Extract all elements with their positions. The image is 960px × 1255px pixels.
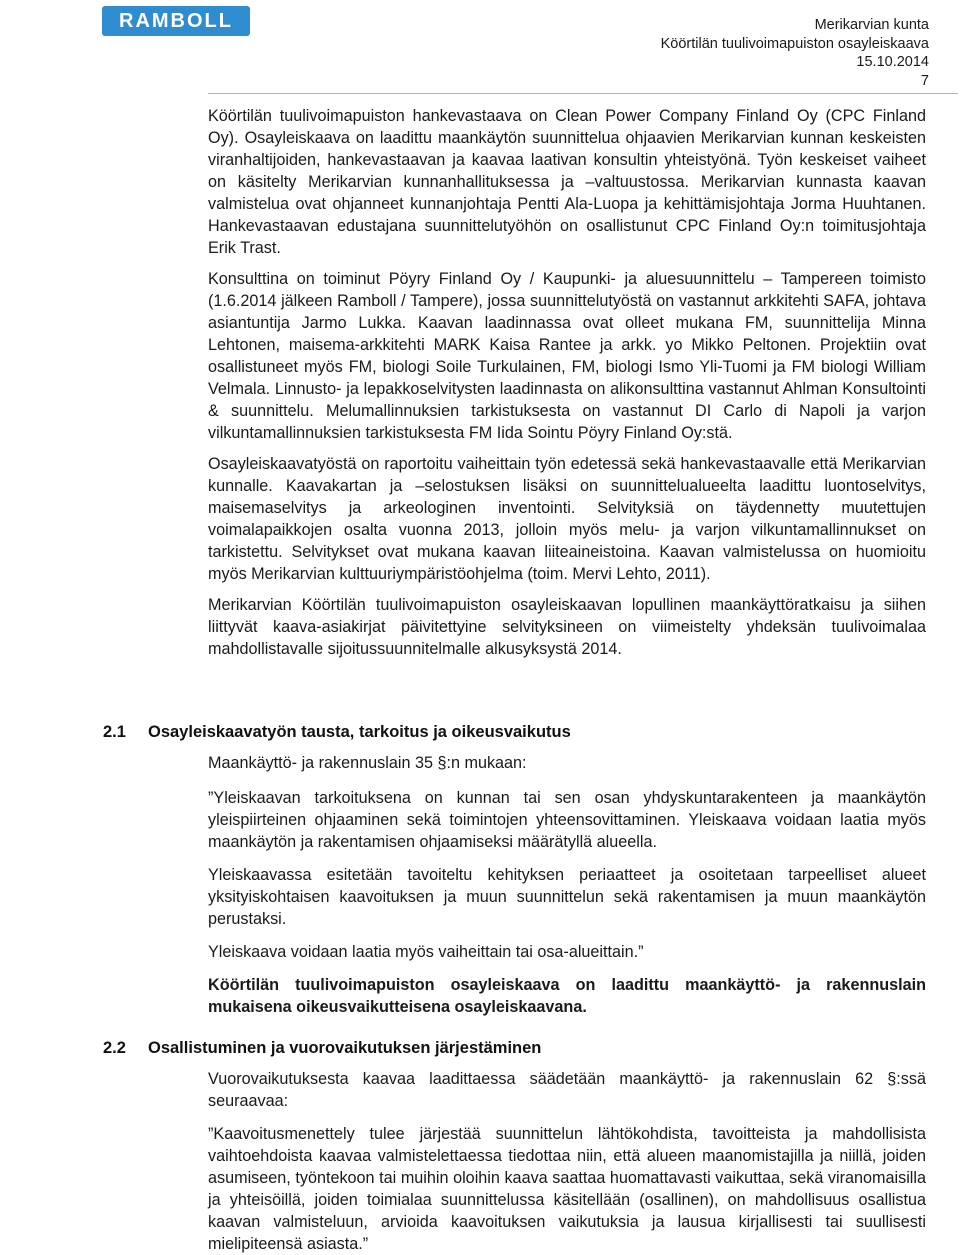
page-header-info (661, 16, 929, 90)
paragraph: Osayleiskaavatyöstä on raportoitu vaiheittain työn edetessä sekä hankevastaavalle että Merikarvian kunnalle. Kaavakartan ja –selostuksen lisäksi on suunnittelualueelta laadittu luontoselvitys, maisemaselvitys ja arkeologinen inventointi. Selvityksiä on täydennetty muutettujen voimalapaikkojen osalta vuonna 2013, jolloin myös melu- ja varjon vilkuntamallinnukset on tarkistettu. Selvitykset ovat mukana kaavan liiteaineistoina. Kaavan valmistelussa on huomioitu myös Merikarvian kulttuuriympäristöohjelma (toim. Mervi Lehto, 2011). (208, 455, 926, 583)
ramboll-logo: RAMBOLL (102, 6, 250, 36)
section-heading-2-2 (103, 1037, 943, 1059)
section-2-2-text (208, 1068, 926, 1255)
header-municipality: Merikarvian kunta (814, 17, 929, 33)
paragraph: Köörtilän tuulivoimapuiston hankevastaava on Clean Power Company Finland Oy (CPC Finland Oy). Osayleiskaava on laadittu maankäytön suunnittelua ohjaavien Merikarvian kunnan keskeisten viranhaltijoiden, hankevastaavan ja kaavaa laativan konsultin yhteistyönä. Työn keskeiset vaiheet on käsitelty Merikarvian kunnanhallituksessa ja –valtuustossa. Merikarvian kunnasta kaavan valmistelua ovat ohjanneet kunnanjohtaja Pentti Ala-Luopa ja kehittämisjohtaja Jorma Huuhtanen. Hankevastaavan edustajana suunnittelutyöhön on osallistunut CPC Finland Oy:n toimitusjohtaja Erik Trast. (208, 107, 926, 257)
paragraph: Vuorovaikutuksesta kaavaa laadittaessa säädetään maankäyttö- ja rakennuslain 62 §:ssä seuraavaa: (208, 1070, 926, 1110)
paragraph: Konsulttina on toiminut Pöyry Finland Oy / Kaupunki- ja aluesuunnittelu – Tampereen toimisto (1.6.2014 jälkeen Ramboll / Tampere), jossa suunnittelutyöstä on vastannut arkkitehti SAFA, johtava asiantuntija Jarmo Lukka. Kaavan laadinnassa ovat olleet mukana FM, suunnittelija Minna Lehtonen, maisema-arkkitehti MARK Kaisa Rantee ja arkk. yo Mikko Peltonen. Projektiin ovat osallistuneet myös FM, biologi Soile Turkulainen, FM, biologi Ismo Yli-Tuomi ja FM biologi William Velmala. Linnusto- ja lepakkoselvitysten laadinnasta on alikonsulttina vastannut Ahlman Konsultointi & suunnittelu. Melumallinnuksien tarkistuksesta on vastannut DI Carlo di Napoli ja varjon vilkuntamallinnuksien tarkistuksesta FM Iida Sointu Pöyry Finland Oy:stä. (208, 270, 926, 442)
paragraph: Maankäyttö- ja rakennuslain 35 §:n mukaan: (208, 754, 527, 772)
header-date: 15.10.2014 (856, 54, 929, 70)
quote-paragraph: Yleiskaava voidaan laatia myös vaiheittain tai osa-alueittain.” (208, 943, 644, 961)
section-2-1-text (208, 752, 926, 1018)
emphasis-paragraph: Köörtilän tuulivoimapuiston osayleiskaava on laadittu maankäyttö- ja rakennuslain mukaisena oikeusvaikutteisena osayleiskaavana. (208, 976, 926, 1016)
header-divider (208, 93, 958, 94)
quote-paragraph: ”Yleiskaavan tarkoituksena on kunnan tai sen osan yhdyskuntarakenteen ja maankäytön yleispiirteinen ohjaaminen sekä toimintojen yhteensovittaminen. Yleiskaava voidaan laatia myös maankäytön ja rakentamisen ohjaamiseksi määrätyllä alueella. (208, 789, 926, 851)
section-number: 2.1 (103, 723, 126, 741)
section-number: 2.2 (103, 1039, 126, 1057)
paragraph: Merikarvian Köörtilän tuulivoimapuiston osayleiskaavan lopullinen maankäyttöratkaisu ja siihen liittyvät kaava-asiakirjat päivitettyine selvityksineen on viimeistelty yhdeksän tuulivoimalaa mahdollistavalle sijoitussuunnitelmalle alkusyksystä 2014. (208, 596, 926, 658)
quote-paragraph: Yleiskaavassa esitetään tavoiteltu kehityksen periaatteet ja osoitetaan tarpeelliset alueet yksityiskohtaisen kaavoituksen ja muun suunnittelun sekä rakentamisen ja muun maankäytön perustaksi. (208, 866, 926, 928)
intro-text (208, 105, 926, 660)
section-title: Osayleiskaavatyön tausta, tarkoitus ja oikeusvaikutus (148, 723, 571, 741)
quote-paragraph: ”Kaavoitusmenettely tulee järjestää suunnittelun lähtökohdista, tavoitteista ja mahdollisista vaihtoehdoista kaavaa valmistelettaessa tiedottaa niin, että alueen maanomistajilla ja niillä, joiden asumiseen, työntekoon tai muihin oloihin kaava saattaa huomattavasti vaikuttaa, sekä viranomaisilla ja yhteisöillä, joiden toimialaa suunnittelussa käsitellään (osallinen), on mahdollisuus osallistua kaavan valmisteluun, arvioida kaavoituksen vaikutuksia ja lausua kirjallisesti tai suullisesti mielipiteensä asiasta.” (208, 1125, 926, 1253)
section-title: Osallistuminen ja vuorovaikutuksen järjestäminen (148, 1039, 542, 1057)
section-heading-2-1 (103, 721, 943, 743)
header-plan-name: Köörtilän tuulivoimapuiston osayleiskaava (660, 35, 929, 52)
page-number: 7 (920, 72, 929, 89)
